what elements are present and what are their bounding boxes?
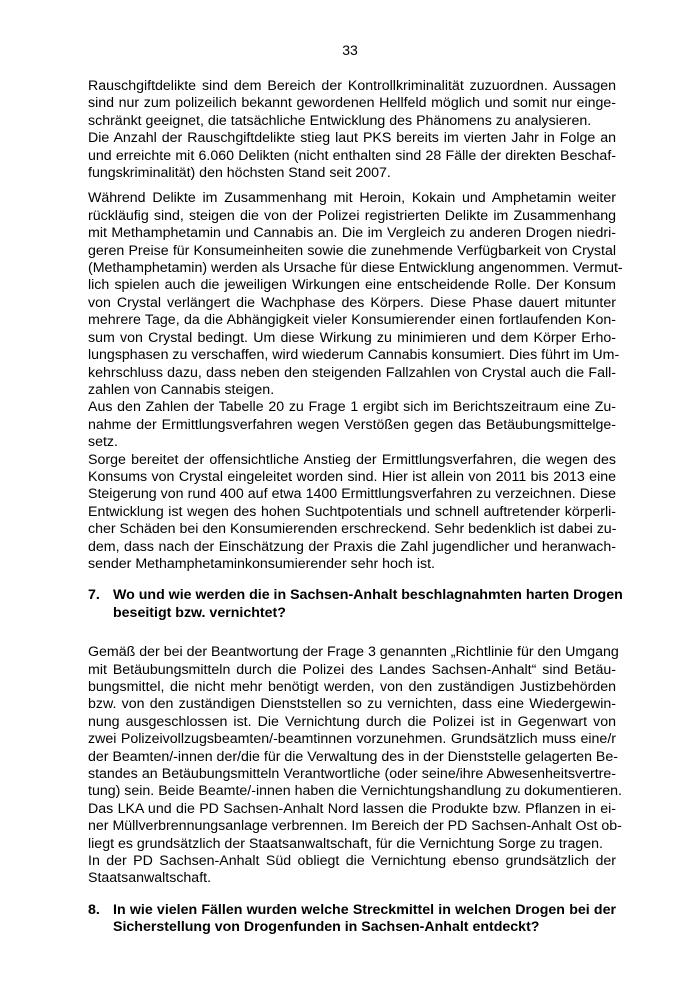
text-line: Das LKA und die PD Sachsen-Anhalt Nord lassen die Produkte bzw. Pflanzen in ei-: [88, 800, 616, 817]
text-line: bungsmittel, die nicht mehr benötigt werden, von den zuständigen Justizbehörden: [88, 679, 616, 695]
question-7-line: beseitigt bzw. vernichtet?: [113, 604, 286, 621]
text-line: sum von Crystal bedingt. Um diese Wirkung zu minimieren und dem Körper Erho-: [88, 329, 616, 346]
question-7-heading: [88, 587, 623, 622]
document-body: [88, 78, 623, 937]
text-line: Staatsanwaltschaft.: [88, 870, 212, 887]
question-7-number: 7.: [88, 587, 100, 604]
paragraph-rauschgiftdelikte: [88, 78, 616, 182]
paragraph-vernichtung: [88, 644, 622, 888]
text-line: von Crystal verlängert die Wachphase des Körpers. Diese Phase dauert mitunter: [88, 294, 616, 311]
text-line: nung ausgeschlossen ist. Die Vernichtung durch die Polizei ist in Gegenwart von: [88, 713, 616, 730]
text-line: lungsphasen zu verschaffen, wird wiederum Cannabis konsumiert. Dies führt im Um-: [88, 347, 620, 364]
question-8-number: 8.: [88, 901, 100, 918]
text-line: Die Anzahl der Rauschgiftdelikte stieg laut PKS bereits im vierten Jahr in Folge an: [88, 130, 616, 147]
text-line: und erreichte mit 6.060 Delikten (nicht enthalten sind 28 Fälle der direkten Beschaf-: [88, 147, 616, 164]
text-line: Gemäß der bei der Beantwortung der Frage 3 genannten „Richtlinie für den Umgang: [88, 644, 619, 661]
text-line: dem, dass nach der Einschätzung der Praxis die Zahl jugendlicher und heranwach-: [88, 538, 616, 555]
question-8-line: Sicherstellung von Drogenfunden in Sachsen-Anhalt entdeckt?: [113, 919, 540, 936]
text-line: sender Methamphetaminkonsumierender sehr hoch ist.: [88, 555, 435, 572]
question-8-heading: [88, 902, 616, 937]
text-line: Rauschgiftdelikte sind dem Bereich der Kontrollkriminalität zuzuordnen. Aussagen: [88, 78, 616, 94]
text-line: fungskriminalität) den höchsten Stand seit 2007.: [88, 165, 391, 182]
page-number: 33: [342, 42, 358, 58]
question-7-line: Wo und wie werden die in Sachsen-Anhalt beschlagnahmten harten Drogen: [113, 587, 623, 604]
text-line: mehrere Tage, da die Abhängigkeit vieler Konsumierender einen fortlaufenden Kon-: [88, 312, 616, 329]
text-line: sind nur zum polizeilich bekannt gewordenen Hellfeld möglich und somit nur einge-: [88, 95, 616, 112]
text-line: zahlen von Cannabis steigen.: [88, 381, 275, 398]
text-line: Steigerung von rund 400 auf etwa 1400 Ermittlungsverfahren zu verzeichnen. Diese: [88, 486, 616, 503]
text-line: setz.: [88, 434, 118, 451]
text-line: schränkt geeignet, die tatsächliche Entwicklung des Phänomens zu analysieren.: [88, 112, 592, 129]
text-line: zwei Polizeivollzugsbeamten/-beamtinnen vorzunehmen. Grundsätzlich muss eine/r: [88, 731, 616, 748]
text-line: geren Preise für Konsumeinheiten sowie die zunehmende Verfügbarkeit von Crystal: [88, 242, 616, 259]
text-line: kehrschluss dazu, dass neben den steigenden Fallzahlen von Crystal auch die Fall-: [88, 364, 616, 381]
text-line: In der PD Sachsen-Anhalt Süd obliegt die Vernichtung ebenso grundsätzlich der: [88, 853, 616, 870]
text-line: Während Delikte im Zusammenhang mit Heroin, Kokain und Amphetamin weiter: [88, 190, 616, 207]
text-line: mit Methamphetamin und Cannabis an. Die im Vergleich zu anderen Drogen niedri-: [88, 225, 616, 242]
text-line: tung) sein. Beide Beamte/-innen haben die Vernichtungshandlung zu dokumentieren.: [88, 783, 622, 800]
paragraph-delikte-entwicklung: [88, 190, 623, 573]
text-line: liegt es grundsätzlich der Staatsanwaltschaft, für die Vernichtung Sorge zu tragen.: [88, 835, 603, 852]
text-line: lich spielen auch die jeweiligen Wirkungen eine entscheidende Rolle. Der Konsum: [88, 277, 616, 294]
text-line: Aus den Zahlen der Tabelle 20 zu Frage 1 ergibt sich im Berichtszeitraum eine Zu-: [88, 399, 616, 416]
text-line: Sorge bereitet der offensichtliche Anstieg der Ermittlungsverfahren, die wegen des: [88, 451, 616, 468]
text-line: Konsums von Crystal eingeleitet worden sind. Hier ist allein von 2011 bis 2013 eine: [88, 468, 616, 485]
text-line: cher Schäden bei den Konsumierenden erschreckend. Sehr bedenklich ist dabei zu-: [88, 521, 617, 538]
text-line: standes an Betäubungsmitteln Verantwortliche (oder seine/ihre Abwesenheitsvertre-: [88, 766, 616, 783]
text-line: Entwicklung ist wegen des hohen Suchtpotentials und schnell auftretender körperli-: [88, 503, 616, 520]
text-line: bzw. von den zuständigen Dienststellen so zu vernichten, dass eine Wiedergewin-: [88, 696, 616, 713]
text-line: rückläufig sind, steigen die von der Polizei registrierten Delikte im Zusammenhang: [88, 207, 616, 224]
text-line: mit Betäubungsmitteln durch die Polizei des Landes Sachsen-Anhalt“ sind Betäu-: [88, 661, 616, 678]
question-8-line: In wie vielen Fällen wurden welche Streckmittel in welchen Drogen bei der: [113, 901, 616, 918]
text-line: ner Müllverbrennungsanlage verbrennen. Im Bereich der PD Sachsen-Anhalt Ost ob-: [88, 818, 622, 835]
text-line: (Methamphetamin) werden als Ursache für diese Entwicklung angenommen. Vermut-: [88, 260, 623, 277]
text-line: nahme der Ermittlungsverfahren wegen Verstößen gegen das Betäubungsmittelge-: [88, 416, 616, 433]
text-line: der Beamten/-innen der/die für die Verwaltung des in der Dienststelle gelagerten Be-: [88, 748, 618, 765]
